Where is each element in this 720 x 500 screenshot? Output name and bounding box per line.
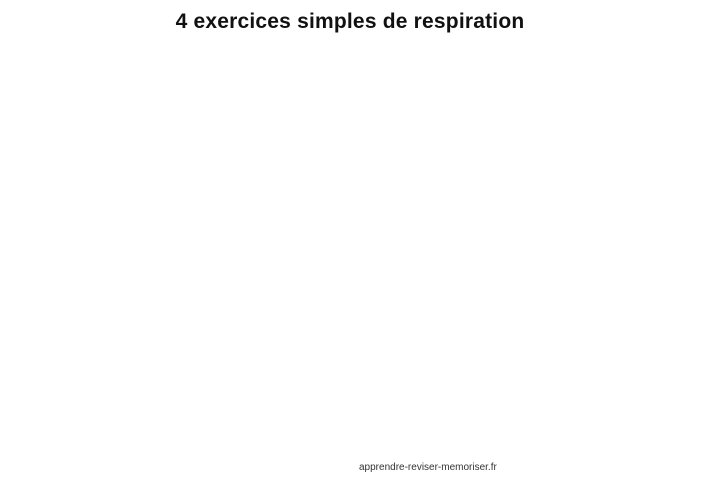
site-credit: apprendre-reviser-memoriser.fr: [359, 462, 497, 473]
page-title: 4 exercices simples de respiration: [175, 10, 525, 33]
